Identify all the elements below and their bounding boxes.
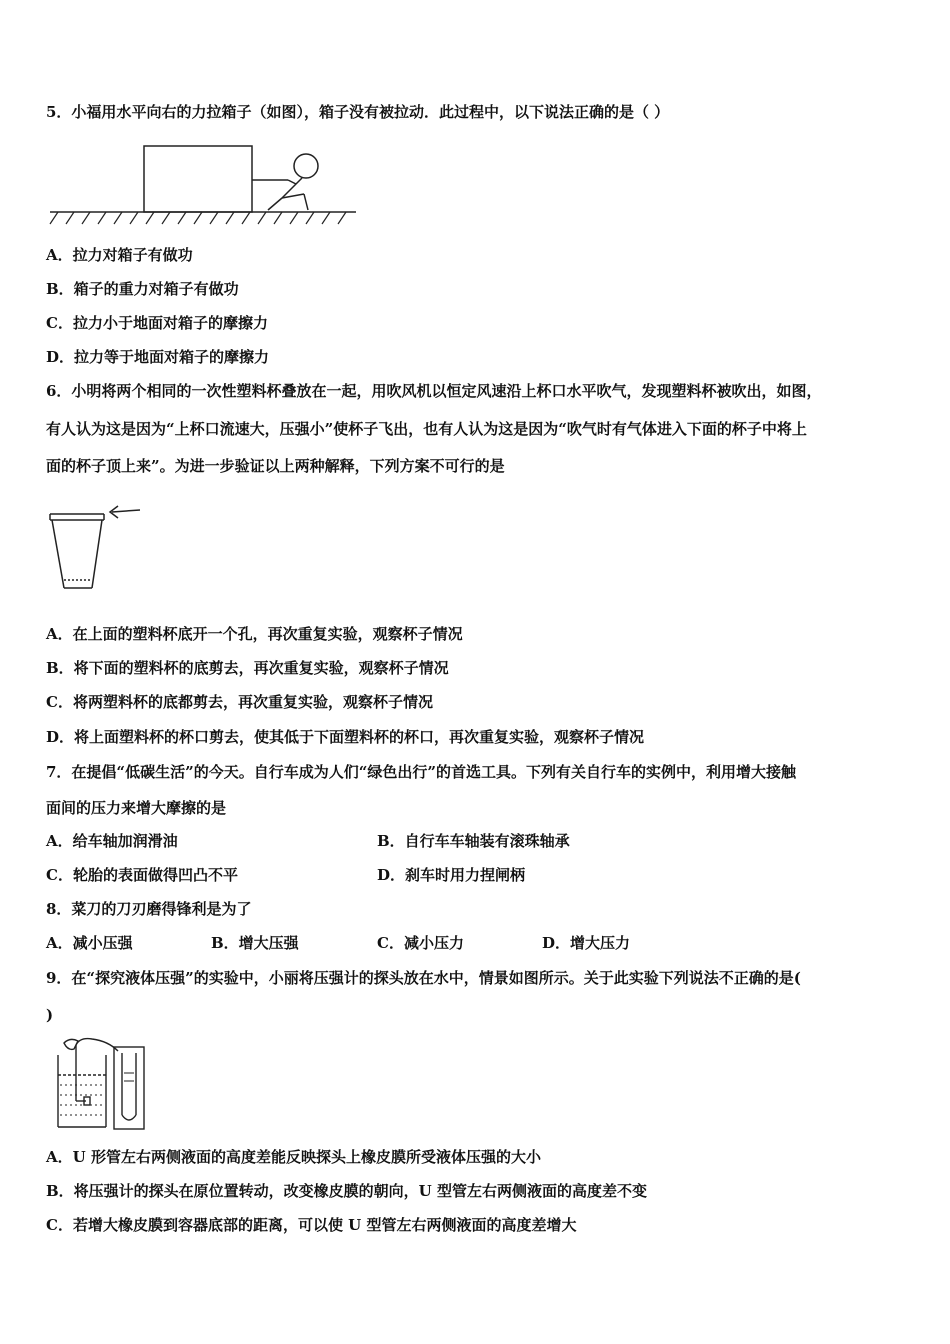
q6-option-a: A．在上面的塑料杯底开一个孔，再次重复实验，观察杯子情况 — [46, 625, 463, 643]
q6-option-d: D．将上面塑料杯的杯口剪去，使其低于下面塑料杯的杯口，再次重复实验，观察杯子情况 — [46, 728, 645, 746]
q5-option-c: C．拉力小于地面对箱子的摩擦力 — [46, 314, 268, 332]
q5-stem: 5．小福用水平向右的力拉箱子（如图），箱子没有被拉动．此过程中，以下说法正确的是（ ） — [46, 103, 670, 121]
q9-stem-line-2: ) — [46, 1006, 54, 1024]
q9-stem-line-1: 9．在“探究液体压强”的实验中，小丽将压强计的探头放在水中，情景如图所示。关于此实验下列说法不正确的是( — [46, 969, 801, 987]
q7-option-c: C．轮胎的表面做得凹凸不平 — [46, 866, 238, 884]
q5-option-d: D．拉力等于地面对箱子的摩擦力 — [46, 348, 270, 366]
q6-figure-stacked-cups — [46, 500, 146, 596]
q9-figure-pressure-gauge-in-water — [52, 1035, 148, 1131]
q7-option-a: A．给车轴加润滑油 — [46, 832, 178, 850]
q5-option-a: A．拉力对箱子有做功 — [46, 246, 193, 264]
q6-option-b: B．将下面的塑料杯的底剪去，再次重复实验，观察杯子情况 — [46, 659, 449, 677]
q7-stem-line-1: 7．在提倡“低碳生活”的今天。自行车成为人们“绿色出行”的首选工具。下列有关自行车的实例中，利用增大接触 — [46, 763, 796, 781]
q8-option-a: A．减小压强 — [46, 934, 133, 952]
q8-stem: 8．菜刀的刀刃磨得锋利是为了 — [46, 900, 252, 918]
q7-stem-line-2: 面间的压力来增大摩擦的是 — [46, 799, 227, 817]
q7-option-d: D．刹车时用力捏闸柄 — [377, 866, 526, 884]
q8-option-b: B．增大压强 — [211, 934, 299, 952]
q9-option-a: A．U 形管左右两侧液面的高度差能反映探头上橡皮膜所受液体压强的大小 — [46, 1148, 541, 1166]
q8-option-d: D．增大压力 — [542, 934, 631, 952]
q5-figure-person-pulling-box — [46, 140, 362, 230]
q6-stem-line-2: 有人认为这是因为“上杯口流速大，压强小”使杯子飞出，也有人认为这是因为“吹气时有气体进入下面的杯子中将上 — [46, 420, 807, 438]
q8-option-c: C．减小压力 — [377, 934, 464, 952]
q6-option-c: C．将两塑料杯的底都剪去，再次重复实验，观察杯子情况 — [46, 693, 433, 711]
q5-option-b: B．箱子的重力对箱子有做功 — [46, 280, 239, 298]
q9-option-c: C．若增大橡皮膜到容器底部的距离，可以使 U 型管左右两侧液面的高度差增大 — [46, 1216, 577, 1234]
q9-option-b: B．将压强计的探头在原位置转动，改变橡皮膜的朝向，U 型管左右两侧液面的高度差不变 — [46, 1182, 647, 1200]
q6-stem-line-1: 6．小明将两个相同的一次性塑料杯叠放在一起，用吹风机以恒定风速沿上杯口水平吹气，发现塑料杯被吹出，如图， — [46, 382, 822, 400]
q6-stem-line-3: 面的杯子顶上来”。为进一步验证以上两种解释，下列方案不可行的是 — [46, 457, 505, 475]
q7-option-b: B．自行车车轴装有滚珠轴承 — [377, 832, 570, 850]
